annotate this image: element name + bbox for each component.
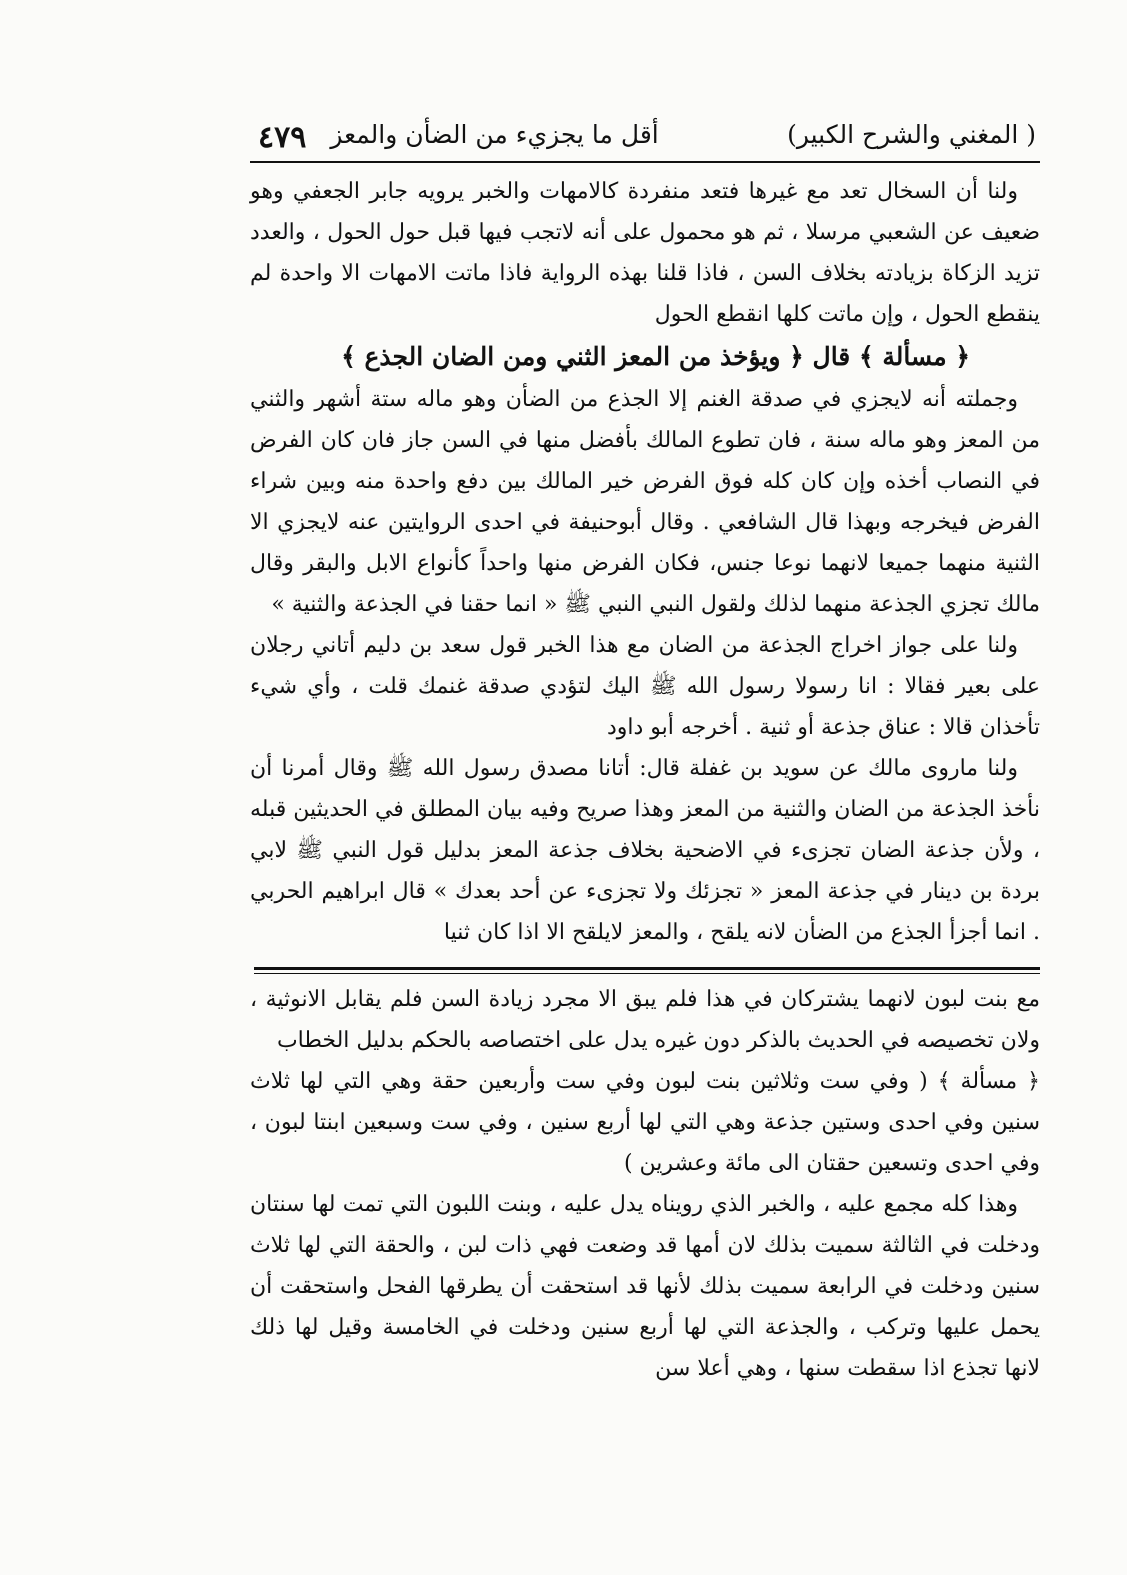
separator-thick-rule	[254, 967, 1040, 970]
header-rule	[250, 161, 1040, 163]
footnote-paragraph-2: ﴿ مسألة ﴾ ( وفي ست وثلاثين بنت لبون وفي ست وأربعين حقة وهي التي لها ثلاث سنين وفي احدى وستين جذعة وهي التي لها أربع سنين ، وفي ست وسبعين ابنتا لبون ، وفي احدى وتسعين حقتان الى مائة وعشرين )	[250, 1069, 1040, 1176]
book-title: ( المغني والشرح الكبير)	[787, 120, 1036, 149]
separator-thin-rule	[254, 973, 1040, 974]
book-page	[250, 120, 1040, 1389]
footnote-paragraph-3: وهذا كله مجمع عليه ، والخبر الذي رويناه يدل عليه ، وبنت اللبون التي تمت لها سنتان ودخلت في الثالثة سميت بذلك لان أمها قد وضعت فهي ذات لبن ، والحقة التي لها ثلاث سنين ودخلت في الرابعة سميت بذلك لأنها قد استحقت أن يطرقها الفحل واستحقت أن يحمل عليها وتركب ، والجذعة التي لها أربع سنين ودخلت في الخامسة وقيل لها ذلك لانها تجذع اذا سقطت سنها ، وهي أعلا سن	[250, 1192, 1040, 1381]
section-title: أقل ما يجزيء من الضأن والمعز	[330, 120, 659, 149]
footnote-paragraph-1: مع بنت لبون لانهما يشتركان في هذا فلم يبق الا مجرد زيادة السن فلم يقابل الانوثية ، ولان تخصيصه في الحديث بالذكر دون غيره يدل على اختصاصه بالحكم بدليل الخطاب	[250, 987, 1040, 1053]
page-number: ٤٧٩	[258, 120, 307, 155]
masala-heading: ﴿ مسألة ﴾ قال ﴿ ويؤخذ من المعز الثني ومن الضان الجذع ﴾	[341, 342, 970, 371]
main-text	[250, 171, 1040, 953]
paragraph-1: ولنا أن السخال تعد مع غيرها فتعد منفردة كالامهات والخبر يرويه جابر الجعفي وهو ضعيف عن الشعبي مرسلا ، ثم هو محمول على أنه لاتجب فيها قبل حول الحول ، والعدد تزيد الزكاة بزيادته بخلاف السن ، فاذا قلنا بهذه الرواية فاذا ماتت الامهات الا واحدة لم ينقطع الحول ، وإن ماتت كلها انقطع الحول	[250, 179, 1040, 327]
page-header	[250, 120, 1040, 159]
footnote-text	[250, 979, 1040, 1389]
paragraph-3: ولنا على جواز اخراج الجذعة من الضان مع هذا الخبر قول سعد بن دليم أتاني رجلان على بعير فقالا : انا رسولا رسول الله ﷺ اليك لتؤدي صدقة غنمك قلت ، وأي شيء تأخذان قالا : عناق جذعة أو ثنية . أخرجه أبو داود	[250, 633, 1040, 740]
paragraph-4: ولنا ماروى مالك عن سويد بن غفلة قال: أتانا مصدق رسول الله ﷺ وقال أمرنا أن نأخذ الجذعة من الضان والثنية من المعز وهذا صريح وفيه بيان المطلق في الحديثين قبله ، ولأن جذعة الضان تجزىء في الاضحية بخلاف جذعة المعز بدليل قول النبي ﷺ لابي بردة بن دينار في جذعة المعز « تجزئك ولا تجزىء عن أحد بعدك » قال ابراهيم الحربي . انما أجزأ الجذع من الضأن لانه يلقح ، والمعز لايلقح الا اذا كان ثنيا	[250, 756, 1040, 945]
footnote-separator	[250, 953, 1040, 979]
paragraph-2: وجملته أنه لايجزي في صدقة الغنم إلا الجذع من الضأن وهو ماله ستة أشهر والثني من المعز وهو ماله سنة ، فان تطوع المالك بأفضل منها في السن جاز فان كان الفرض في النصاب أخذه وإن كان كله فوق الفرض خير المالك بين دفع واحدة منه وبين شراء الفرض فيخرجه وبهذا قال الشافعي . وقال أبوحنيفة في احدى الروايتين عنه لايجزي الا الثنية منهما جميعا لانهما نوعا جنس، فكان الفرض منها واحداً كأنواع الابل والبقر وقال مالك تجزي الجذعة منهما لذلك ولقول النبي النبي ﷺ « انما حقنا في الجذعة والثنية »	[250, 387, 1041, 617]
